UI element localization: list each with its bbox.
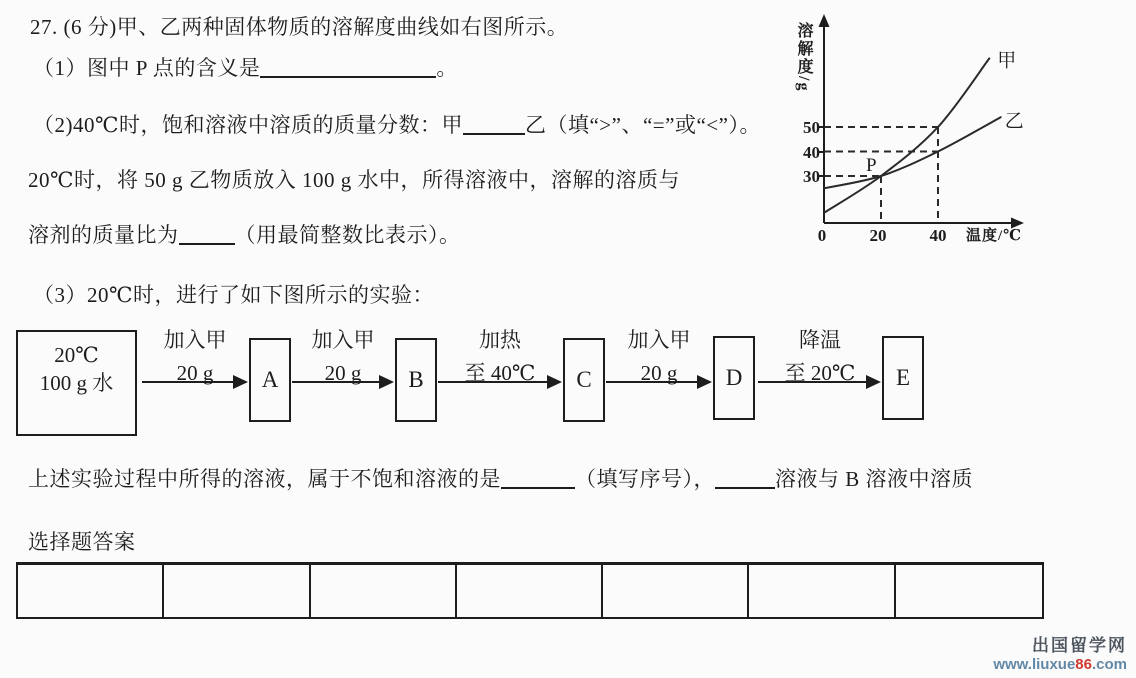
chart-x-axis-label: 温度/℃: [966, 228, 1023, 244]
q2-ratio-blank: [179, 225, 235, 245]
flow-box-E: [882, 336, 924, 420]
curve-甲: [824, 58, 989, 212]
q3-solution-blank: [715, 469, 775, 489]
box-B-letter: B: [408, 367, 424, 392]
question-part2-line1: [33, 112, 761, 138]
q3-result-text3: 溶液与 B 溶液中溶质: [775, 467, 974, 491]
box-E-letter: E: [895, 365, 911, 390]
answer-table-cell-2: [164, 565, 310, 617]
y-tick-label-30: 30: [803, 167, 820, 186]
q1-answer-blank: [260, 58, 436, 78]
answer-table-cell-3: [311, 565, 457, 617]
q3-unsaturated-blank: [501, 469, 575, 489]
x-axis-arrow-icon: [1011, 218, 1024, 229]
q3-result-text2: （填写序号），: [575, 467, 715, 491]
watermark-url[interactable]: [993, 656, 1127, 673]
experiment-flow-diagram: [0, 325, 1136, 453]
start-box-water: 100 g 水: [39, 371, 114, 395]
q1-text: （1）图中 P 点的含义是: [33, 56, 261, 80]
step1-action: 加入甲: [163, 328, 227, 352]
answer-table-cell-6: [749, 565, 895, 617]
step5-amount: 至 20℃: [784, 361, 856, 385]
answer-table-cell-5: [603, 565, 749, 617]
x-tick-label-0: 0: [817, 226, 827, 245]
watermark-site-name: 出国留学网: [1032, 636, 1127, 655]
watermark-url-suffix[interactable]: .com: [1091, 655, 1127, 673]
y-axis-arrow-icon: [819, 14, 830, 27]
start-box-temperature: 20℃: [54, 343, 99, 367]
step3-amount: 至 40℃: [464, 361, 536, 385]
q1-period: 。: [436, 56, 458, 80]
y-tick-label-40: 40: [803, 143, 820, 162]
watermark-url-number[interactable]: 86: [1075, 655, 1092, 673]
flow-step-label-5: [755, 327, 885, 386]
curve-label-乙: 乙: [1004, 111, 1024, 133]
answer-table-cell-1: [18, 565, 164, 617]
box-D-letter: D: [725, 365, 743, 390]
question-part2-line3: [28, 222, 461, 248]
answer-table-cell-4: [457, 565, 603, 617]
solubility-chart-canvas: [790, 10, 1136, 250]
flow-box-C: [563, 338, 605, 422]
step2-action: 加入甲: [311, 328, 375, 352]
q2-text-suffix: 乙（填“>”、“=”或“<”）。: [524, 113, 761, 137]
q2-compare-blank: [463, 115, 525, 135]
watermark: [993, 636, 1127, 673]
flow-box-D: [713, 336, 755, 420]
solubility-chart: [790, 10, 1136, 250]
q3-result-text1: 上述实验过程中所得的溶液，属于不饱和溶液的是: [28, 467, 501, 491]
question-part3-intro: （3）20℃时，进行了如下图所示的实验：: [33, 283, 434, 307]
watermark-url-prefix[interactable]: www.liuxue: [993, 655, 1076, 673]
flow-box-A: [249, 338, 291, 422]
question-part1: [33, 55, 458, 81]
answer-table-label: 选择题答案: [28, 530, 136, 554]
flow-step-label-1: [130, 327, 260, 386]
step5-action: 降温: [799, 328, 841, 352]
q2-text-prefix: （2)40℃时，饱和溶液中溶质的质量分数：甲: [33, 113, 463, 137]
curve-label-甲: 甲: [997, 50, 1017, 72]
question-part3-result: [28, 466, 973, 492]
step4-amount: 20 g: [640, 361, 678, 385]
q2-ratio-suffix: （用最简整数比表示）。: [234, 223, 461, 247]
step2-amount: 20 g: [324, 361, 362, 385]
y-tick-label-50: 50: [803, 118, 820, 137]
step4-action: 加入甲: [627, 328, 691, 352]
q2-ratio-text: 溶剂的质量比为: [28, 223, 179, 247]
box-C-letter: C: [576, 367, 592, 392]
x-tick-label-40: 40: [929, 226, 947, 245]
flow-step-label-2: [278, 327, 408, 386]
box-A-letter: A: [261, 367, 279, 392]
step3-action: 加热: [479, 328, 521, 352]
question-intro: 27. (6 分)甲、乙两种固体物质的溶解度曲线如右图所示。: [30, 15, 569, 39]
answer-table-cell-7: [896, 565, 1042, 617]
question-part2-line2: 20℃时，将 50 g 乙物质放入 100 g 水中，所得溶液中，溶解的溶质与: [28, 168, 680, 192]
answer-table: [16, 562, 1044, 619]
x-tick-label-20: 20: [869, 226, 887, 245]
flow-start-box: [16, 330, 137, 436]
step1-amount: 20 g: [176, 361, 214, 385]
flow-step-label-3: [435, 327, 565, 386]
chart-y-axis-label: 溶解度/g: [795, 22, 812, 93]
flow-box-B: [395, 338, 437, 422]
chart-curves-group: [824, 50, 1024, 223]
flow-step-label-4: [594, 327, 724, 386]
point-label-P: P: [866, 155, 877, 176]
